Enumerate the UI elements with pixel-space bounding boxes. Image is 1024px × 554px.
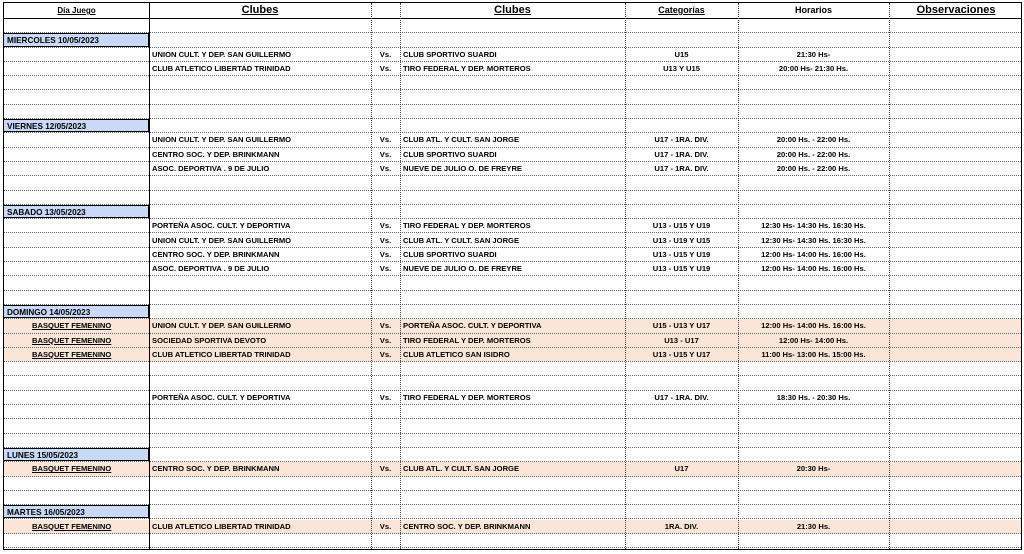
vs-label: Vs.: [379, 249, 392, 259]
match-category: U13 - U17: [664, 335, 699, 345]
away-club: NUEVE DE JULIO O. DE FREYRE: [403, 264, 522, 274]
match-note: [4, 48, 149, 61]
match-note: BASQUET FEMENINO: [32, 349, 112, 359]
home-club: UNION CULT. Y DEP. SAN GUILLERMO: [152, 49, 292, 59]
fixture-sheet: [3, 2, 1022, 550]
match-row: [4, 62, 1021, 76]
home-club: CLUB ATLETICO LIBERTAD TRINIDAD: [152, 63, 291, 73]
blank-row: [4, 291, 1021, 305]
day-date: MIERCOLES 10/05/2023: [4, 33, 149, 46]
header-dia-juego: Día Juego: [57, 6, 96, 15]
home-club: ASOC. DEPORTIVA . 9 DE JULIO: [152, 264, 270, 274]
vs-label: Vs.: [379, 235, 392, 245]
match-row: [4, 348, 1021, 362]
match-category: 1RA. DIV.: [664, 521, 699, 531]
away-club: TIRO FEDERAL Y DEP. MORTEROS: [403, 392, 531, 402]
match-category: U13 - U15 Y U17: [652, 349, 711, 359]
home-club: PORTEÑA ASOC. CULT. Y DEPORTIVA: [152, 392, 291, 402]
away-club: CLUB ATLETICO SAN ISIDRO: [403, 349, 510, 359]
header-horarios: Horarios: [794, 5, 832, 15]
match-time: 20:00 Hs. - 22:00 Hs.: [776, 164, 851, 173]
blank-row: [4, 19, 1021, 33]
match-row: [4, 319, 1021, 333]
away-club: CLUB SPORTIVO SUARDI: [403, 49, 497, 59]
match-row: [4, 248, 1021, 262]
vs-label: Vs.: [379, 349, 392, 359]
blank-row: [4, 377, 1021, 391]
match-category: U17 - 1RA. DIV.: [654, 135, 709, 145]
home-club: UNION CULT. Y DEP. SAN GUILLERMO: [152, 135, 292, 145]
match-note: BASQUET FEMENINO: [32, 521, 112, 531]
vs-label: Vs.: [379, 264, 392, 274]
match-category: U17: [674, 464, 689, 474]
blank-row: [4, 548, 1021, 550]
match-note: BASQUET FEMENINO: [32, 321, 112, 331]
away-club: PORTEÑA ASOC. CULT. Y DEPORTIVA: [403, 321, 542, 331]
match-note: [4, 248, 149, 261]
col-divider: [371, 3, 372, 549]
match-category: U13 - U15 Y U19: [652, 249, 711, 259]
vs-label: Vs.: [379, 335, 392, 345]
home-club: UNION CULT. Y DEP. SAN GUILLERMO: [152, 321, 292, 331]
match-row: [4, 520, 1021, 534]
blank-row: [4, 534, 1021, 548]
match-row: [4, 148, 1021, 162]
vs-label: Vs.: [379, 521, 392, 531]
away-club: CENTRO SOC. Y DEP. BRINKMANN: [403, 521, 531, 531]
away-club: CLUB SPORTIVO SUARDI: [403, 149, 497, 159]
home-club: CLUB ATLETICO LIBERTAD TRINIDAD: [152, 349, 291, 359]
day-row: [4, 305, 1021, 319]
match-category: U17 - 1RA. DIV.: [654, 392, 709, 402]
home-club: UNION CULT. Y DEP. SAN GUILLERMO: [152, 235, 292, 245]
match-category: U13 - U15 Y U19: [652, 221, 711, 231]
match-note: BASQUET FEMENINO: [32, 464, 112, 474]
vs-label: Vs.: [379, 464, 392, 474]
header-observaciones: Observaciones: [916, 4, 996, 16]
match-row: [4, 234, 1021, 248]
blank-row: [4, 477, 1021, 491]
match-category: U17 - 1RA. DIV.: [654, 164, 709, 173]
away-club: TIRO FEDERAL Y DEP. MORTEROS: [403, 63, 531, 73]
match-row: [4, 162, 1021, 176]
vs-label: Vs.: [379, 135, 392, 145]
home-club: CENTRO SOC. Y DEP. BRINKMANN: [152, 249, 280, 259]
match-row: [4, 334, 1021, 348]
vs-label: Vs.: [379, 63, 392, 73]
vs-label: Vs.: [379, 149, 392, 159]
blank-row: [4, 419, 1021, 433]
vs-label: Vs.: [379, 392, 392, 402]
away-club: TIRO FEDERAL Y DEP. MORTEROS: [403, 221, 531, 231]
match-category: U15 - U13 Y U17: [652, 321, 711, 331]
home-club: CLUB ATLETICO LIBERTAD TRINIDAD: [152, 521, 291, 531]
header-row: [4, 3, 1021, 19]
match-time: 12:00 Hs- 14:00 Hs.: [778, 335, 849, 345]
blank-row: [4, 276, 1021, 290]
match-row: [4, 262, 1021, 276]
match-row: [4, 133, 1021, 147]
away-club: CLUB ATL. Y CULT. SAN JORGE: [403, 135, 520, 145]
home-club: CENTRO SOC. Y DEP. BRINKMANN: [152, 464, 280, 474]
blank-row: [4, 105, 1021, 119]
header-clubes-home: Clubes: [241, 4, 279, 16]
day-row: [4, 505, 1021, 519]
blank-row: [4, 91, 1021, 105]
match-row: [4, 391, 1021, 405]
match-time: 18:30 Hs. - 20:30 Hs.: [776, 392, 851, 402]
home-club: SOCIEDAD SPORTIVA DEVOTO: [152, 335, 267, 345]
away-club: CLUB ATL. Y CULT. SAN JORGE: [403, 464, 520, 474]
blank-row: [4, 191, 1021, 205]
match-note: [4, 262, 149, 275]
match-time: 12:30 Hs- 14:30 Hs. 16:30 Hs.: [761, 235, 866, 245]
day-date: DOMINGO 14/05/2023: [4, 305, 149, 318]
blank-row: [4, 405, 1021, 419]
match-note: [4, 62, 149, 75]
away-club: TIRO FEDERAL Y DEP. MORTEROS: [403, 335, 531, 345]
header-categorias: Categorías: [658, 5, 705, 15]
away-club: CLUB ATL. Y CULT. SAN JORGE: [403, 235, 520, 245]
match-note: BASQUET FEMENINO: [32, 335, 112, 345]
vs-label: Vs.: [379, 49, 392, 59]
vs-label: Vs.: [379, 221, 392, 231]
day-date: LUNES 15/05/2023: [4, 448, 149, 461]
col-divider: [889, 3, 890, 549]
match-row: [4, 48, 1021, 62]
match-category: U15: [674, 49, 689, 59]
match-time: 20:00 Hs- 21:30 Hs.: [778, 63, 849, 73]
col-divider: [738, 3, 739, 549]
header-clubes-away: Clubes: [494, 4, 531, 16]
day-row: [4, 119, 1021, 133]
match-note: [4, 148, 149, 161]
day-date: SABADO 13/05/2023: [4, 205, 149, 218]
blank-row: [4, 176, 1021, 190]
match-category: U13 - U15 Y U19: [652, 264, 711, 274]
match-time: 21:30 Hs-: [796, 49, 831, 59]
match-time: 12:30 Hs- 14:30 Hs. 16:30 Hs.: [761, 221, 866, 231]
day-row: [4, 205, 1021, 219]
match-note: [4, 391, 149, 404]
day-date: MARTES 16/05/2023: [4, 505, 149, 518]
vs-label: Vs.: [379, 164, 392, 173]
match-category: U13 - U19 Y U15: [652, 235, 711, 245]
match-note: [4, 162, 149, 175]
col-divider: [149, 3, 150, 549]
match-time: 20:00 Hs. - 22:00 Hs.: [776, 135, 851, 145]
day-row: [4, 33, 1021, 47]
home-club: ASOC. DEPORTIVA . 9 DE JULIO: [152, 164, 270, 173]
match-row: [4, 462, 1021, 476]
match-note: [4, 133, 149, 146]
match-category: U17 - 1RA. DIV.: [654, 149, 709, 159]
away-club: CLUB SPORTIVO SUARDI: [403, 249, 497, 259]
col-divider: [400, 3, 401, 549]
home-club: PORTEÑA ASOC. CULT. Y DEPORTIVA: [152, 221, 291, 231]
vs-label: Vs.: [379, 321, 392, 331]
match-note: [4, 219, 149, 232]
match-category: U13 Y U15: [663, 63, 700, 73]
match-time: 11:00 Hs- 13:00 Hs. 15:00 Hs.: [761, 349, 866, 359]
day-row: [4, 448, 1021, 462]
match-time: 12:00 Hs- 14:00 Hs. 16:00 Hs.: [761, 321, 866, 331]
match-time: 21:30 Hs.: [796, 521, 831, 531]
home-club: CENTRO SOC. Y DEP. BRINKMANN: [152, 149, 280, 159]
blank-row: [4, 434, 1021, 448]
away-club: NUEVE DE JULIO O. DE FREYRE: [403, 164, 522, 173]
match-time: 12:00 Hs- 14:00 Hs. 16:00 Hs.: [761, 264, 866, 274]
day-date: VIERNES 12/05/2023: [4, 119, 149, 132]
match-time: 20:30 Hs-: [796, 464, 831, 474]
match-note: [4, 234, 149, 247]
blank-row: [4, 76, 1021, 90]
match-row: [4, 219, 1021, 233]
blank-row: [4, 491, 1021, 505]
blank-row: [4, 362, 1021, 376]
col-divider: [625, 3, 626, 549]
match-time: 12:00 Hs- 14:00 Hs. 16:00 Hs.: [761, 249, 866, 259]
match-time: 20:00 Hs. - 22:00 Hs.: [776, 149, 851, 159]
